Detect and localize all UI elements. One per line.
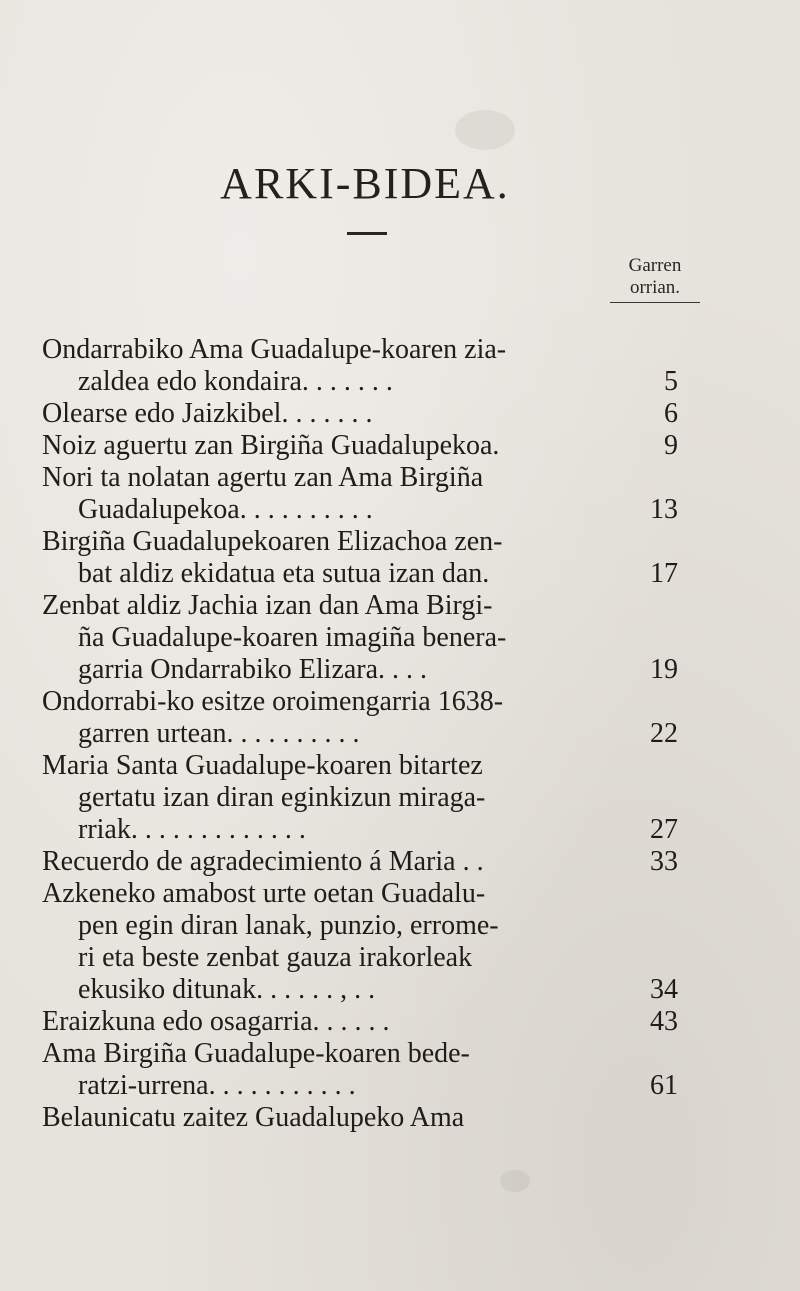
entry-line: rriak. . . . . . . . . . . . .	[78, 814, 306, 845]
page-number: 17	[650, 558, 678, 589]
entry-line: Ama Birgiña Guadalupe-koaren bede-	[42, 1038, 470, 1069]
column-header-line: orrian.	[629, 277, 681, 298]
toc-entry	[42, 878, 692, 1006]
toc-entry	[42, 686, 692, 750]
entry-line: Ondarrabiko Ama Guadalupe-koaren zia-	[42, 334, 507, 365]
paper-stain	[500, 1170, 530, 1192]
paper-stain	[455, 110, 515, 150]
page-number: 33	[650, 846, 678, 877]
entry-line: Olearse edo Jaizkibel. . . . . . .	[42, 398, 373, 429]
toc-entry	[42, 846, 692, 878]
entry-line: Ondorrabi-ko esitze oroimengarria 1638-	[42, 686, 504, 717]
toc-entry	[42, 590, 692, 686]
page-number: 34	[650, 974, 678, 1005]
entry-line: Noiz aguertu zan Birgiña Guadalupekoa.	[42, 430, 500, 461]
entry-line: ña Guadalupe-koaren imagiña benera-	[78, 622, 507, 653]
entry-line: bat aldiz ekidatua eta sutua izan dan.	[78, 558, 490, 589]
toc-entry	[42, 526, 692, 590]
entry-line: Eraizkuna edo osagarria. . . . . .	[42, 1006, 390, 1037]
table-of-contents	[42, 334, 692, 1134]
page-number: 22	[650, 718, 678, 749]
page-number: 19	[650, 654, 678, 685]
entry-line: Belaunicatu zaitez Guadalupeko Ama	[42, 1102, 465, 1133]
column-header-line: Garren	[628, 255, 682, 276]
page-number: 27	[650, 814, 678, 845]
entry-line: gertatu izan diran eginkizun miraga-	[78, 782, 486, 813]
toc-entry	[42, 430, 692, 462]
entry-line: Birgiña Guadalupekoaren Elizachoa zen-	[42, 526, 503, 557]
page-column-header	[600, 255, 710, 299]
page-number: 9	[664, 430, 678, 461]
toc-entry	[42, 334, 692, 398]
entry-line: Zenbat aldiz Jachia izan dan Ama Birgi-	[42, 590, 493, 621]
entry-line: Maria Santa Guadalupe-koaren bitartez	[42, 750, 483, 781]
entry-line: pen egin diran lanak, punzio, errome-	[78, 910, 499, 941]
entry-line: ekusiko ditunak. . . . . . , . .	[78, 974, 376, 1005]
page-number: 43	[650, 1006, 678, 1037]
entry-line: ratzi-urrena. . . . . . . . . . .	[78, 1070, 356, 1101]
entry-line: Nori ta nolatan agertu zan Ama Birgiña	[42, 462, 484, 493]
toc-entry	[42, 1102, 692, 1134]
entry-line: garren urtean. . . . . . . . . .	[78, 718, 360, 749]
toc-entry	[42, 1038, 692, 1102]
entry-line: Recuerdo de agradecimiento á Maria . .	[42, 846, 484, 877]
page-number: 5	[664, 366, 678, 397]
entry-line: zaldea edo kondaira. . . . . . .	[78, 366, 393, 397]
entry-line: ri eta beste zenbat gauza irakorleak	[78, 942, 473, 973]
entry-line: Guadalupekoa. . . . . . . . . .	[78, 494, 373, 525]
toc-entry	[42, 1006, 692, 1038]
page-number: 61	[650, 1070, 678, 1101]
column-header-rule	[610, 302, 700, 303]
entry-line: garria Ondarrabiko Elizara. . . .	[78, 654, 428, 685]
title-rule	[347, 232, 387, 235]
entry-line: Azkeneko amabost urte oetan Guadalu-	[42, 878, 486, 909]
toc-entry	[42, 398, 692, 430]
page-number: 6	[664, 398, 678, 429]
toc-entry	[42, 462, 692, 526]
page-number: 13	[650, 494, 678, 525]
toc-entry	[42, 750, 692, 846]
page-title: ARKI-BIDEA.	[220, 159, 510, 208]
